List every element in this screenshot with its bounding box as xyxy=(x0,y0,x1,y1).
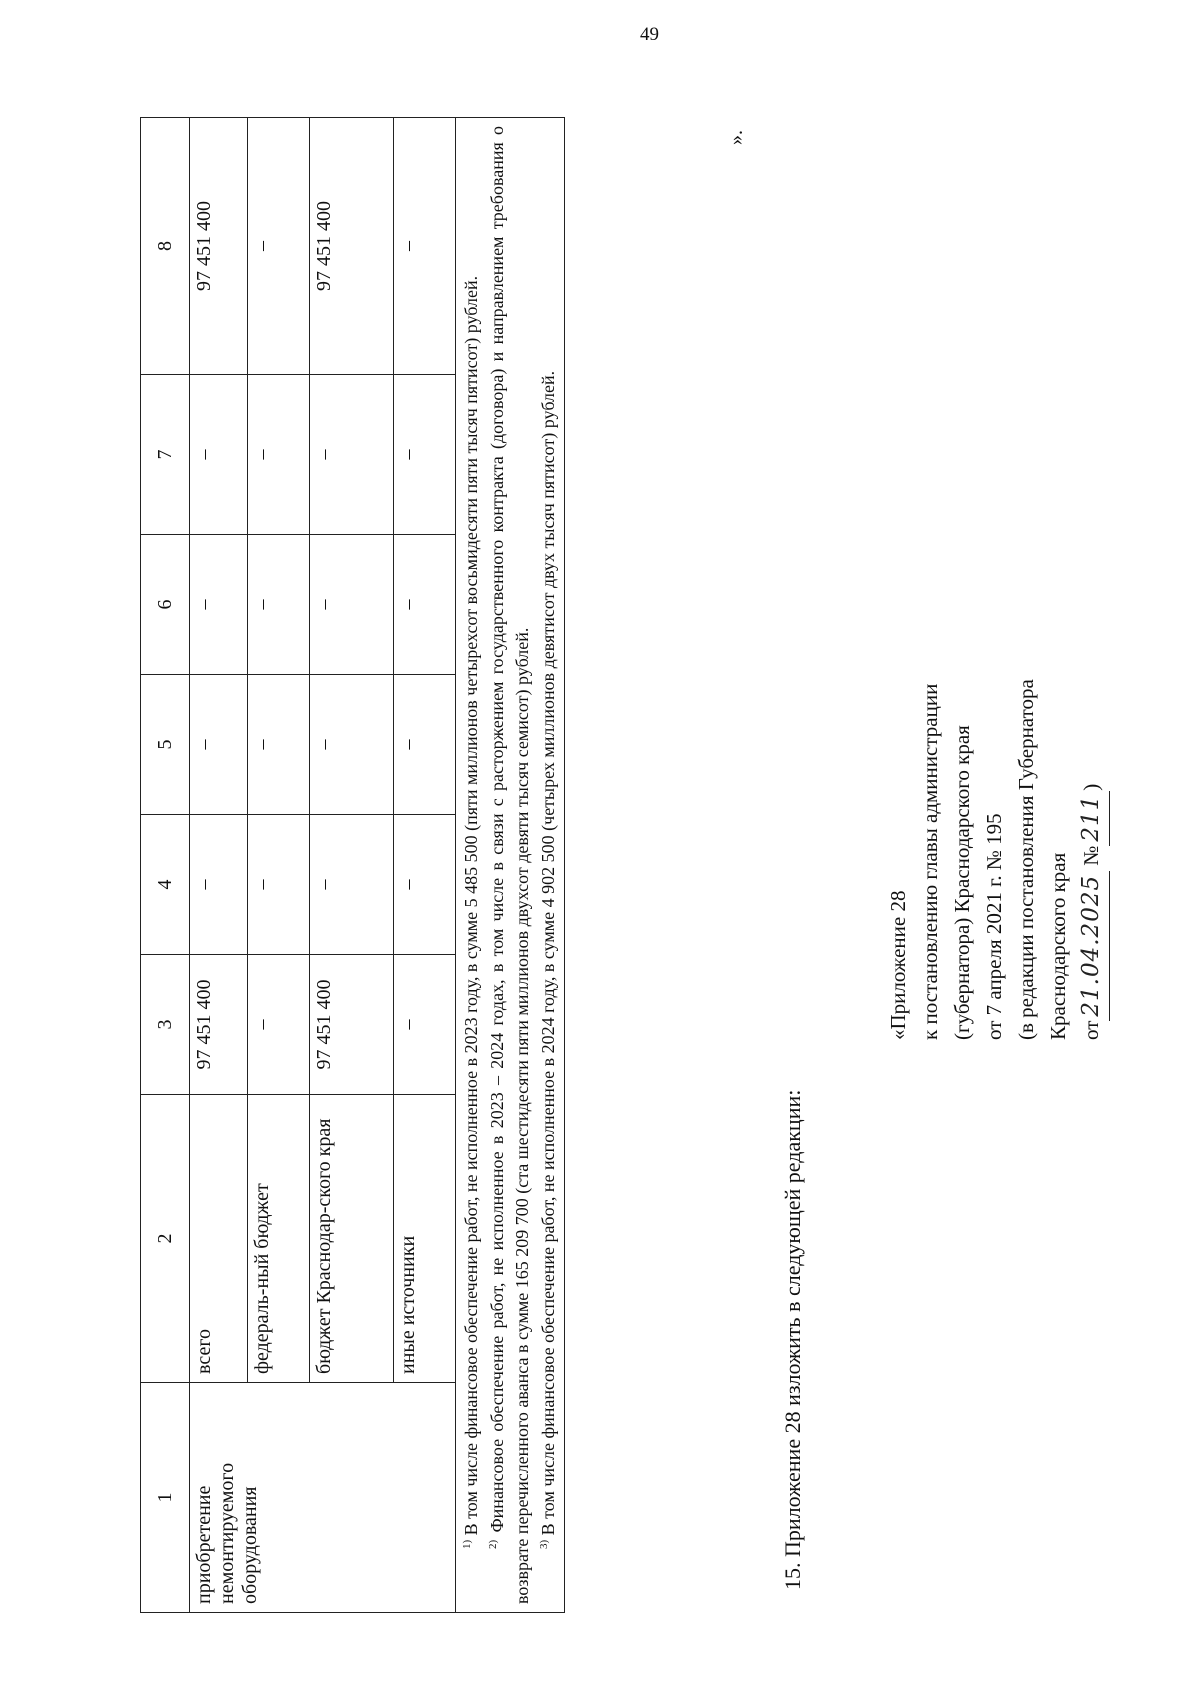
header-cell: 8 xyxy=(141,118,190,375)
footnotes-cell xyxy=(456,118,565,1613)
value-cell: – xyxy=(394,955,456,1095)
header-cell: 5 xyxy=(141,675,190,815)
footnote xyxy=(459,126,485,1604)
header-cell: 3 xyxy=(141,955,190,1095)
header-cell: 1 xyxy=(141,1383,190,1613)
item-15-text: 15. Приложение 28 изложить в следующей редакции: xyxy=(780,1089,805,1590)
number-prefix: № xyxy=(1079,845,1104,866)
table-row xyxy=(190,118,248,1613)
page-number: 49 xyxy=(640,24,659,45)
date-prefix: от xyxy=(1079,1020,1104,1040)
footnote-text: В том числе финансовое обеспечение работ, не исполненное в 2024 году, в сумме 4 902 500 (четырех миллионов девятисот двух тысяч пятисот) рублей. xyxy=(537,370,558,1536)
table-header-row xyxy=(141,118,190,1613)
appendix-line: к постановлению главы администрации xyxy=(917,683,942,1040)
value-cell: – xyxy=(310,535,394,675)
footnote xyxy=(485,126,536,1604)
value-cell: – xyxy=(248,955,310,1095)
footnotes-row xyxy=(456,118,565,1613)
value-cell: – xyxy=(190,815,248,955)
value-cell: – xyxy=(190,675,248,815)
value-cell: 97 451 400 xyxy=(310,955,394,1095)
value-cell: – xyxy=(248,118,310,375)
header-cell: 2 xyxy=(141,1095,190,1383)
closing-quote: ». xyxy=(725,130,747,145)
footnote-text: Финансовое обеспечение работ, не исполненное в 2023 – 2024 годах, в том числе в связи с расторжением государственного контракта (договора) и направлением требования о возврате перечисленного аванса в сумме 165 209 700 (ста шестидесяти пяти миллионов двухсот девяти тысяч семисот) рублей. xyxy=(486,125,533,1604)
footnote-mark: 3) xyxy=(537,1539,550,1549)
value-cell: – xyxy=(248,535,310,675)
value-cell: – xyxy=(190,535,248,675)
appendix-line: от 7 апреля 2021 г. № 195 xyxy=(981,813,1006,1040)
source-cell: федераль-ный бюджет xyxy=(248,1095,310,1383)
closing-paren: ) xyxy=(1079,783,1104,791)
appendix-line: (в редакции постановления Губернатора xyxy=(1013,679,1038,1040)
appendix-line: (губернатора) Краснодарского края xyxy=(949,725,974,1040)
header-cell: 7 xyxy=(141,375,190,535)
value-cell: – xyxy=(248,375,310,535)
value-cell: – xyxy=(394,535,456,675)
value-cell: – xyxy=(394,375,456,535)
value-cell: 97 451 400 xyxy=(190,955,248,1095)
value-cell: – xyxy=(394,118,456,375)
value-cell: – xyxy=(190,375,248,535)
value-cell: – xyxy=(310,375,394,535)
appendix-date-line xyxy=(1074,679,1110,1040)
value-cell: 97 451 400 xyxy=(190,118,248,375)
value-cell: – xyxy=(394,815,456,955)
appendix-heading xyxy=(883,679,1110,1040)
footnote-mark: 1) xyxy=(461,1539,473,1549)
value-cell: – xyxy=(248,815,310,955)
appendix-line: Краснодарского края xyxy=(1045,852,1070,1040)
handwritten-date: 21.04.2025 xyxy=(1074,871,1110,1021)
source-cell: иные источники xyxy=(394,1095,456,1383)
header-cell: 6 xyxy=(141,535,190,675)
value-cell: – xyxy=(394,675,456,815)
footnote xyxy=(536,126,562,1604)
header-cell: 4 xyxy=(141,815,190,955)
handwritten-number: 211 xyxy=(1074,791,1110,846)
value-cell: – xyxy=(310,815,394,955)
footnote-text: В том числе финансовое обеспечение работ, не исполненное в 2023 году, в сумме 5 485 500 (пяти миллионов четырехсот восьмидесяти пяти тысяч пятисот) рублей. xyxy=(461,275,481,1536)
source-cell: всего xyxy=(190,1095,248,1383)
value-cell: – xyxy=(310,675,394,815)
rotated-content xyxy=(0,80,1105,1660)
appendix-line: «Приложение 28 xyxy=(886,890,910,1040)
source-cell: бюджет Краснодар-ского края xyxy=(310,1095,394,1383)
item-name-cell: приобретение немонтируемого оборудования xyxy=(190,1383,456,1613)
value-cell: 97 451 400 xyxy=(310,118,394,375)
footnote-mark: 2) xyxy=(486,1539,499,1549)
value-cell: – xyxy=(248,675,310,815)
financing-table xyxy=(140,117,565,1613)
